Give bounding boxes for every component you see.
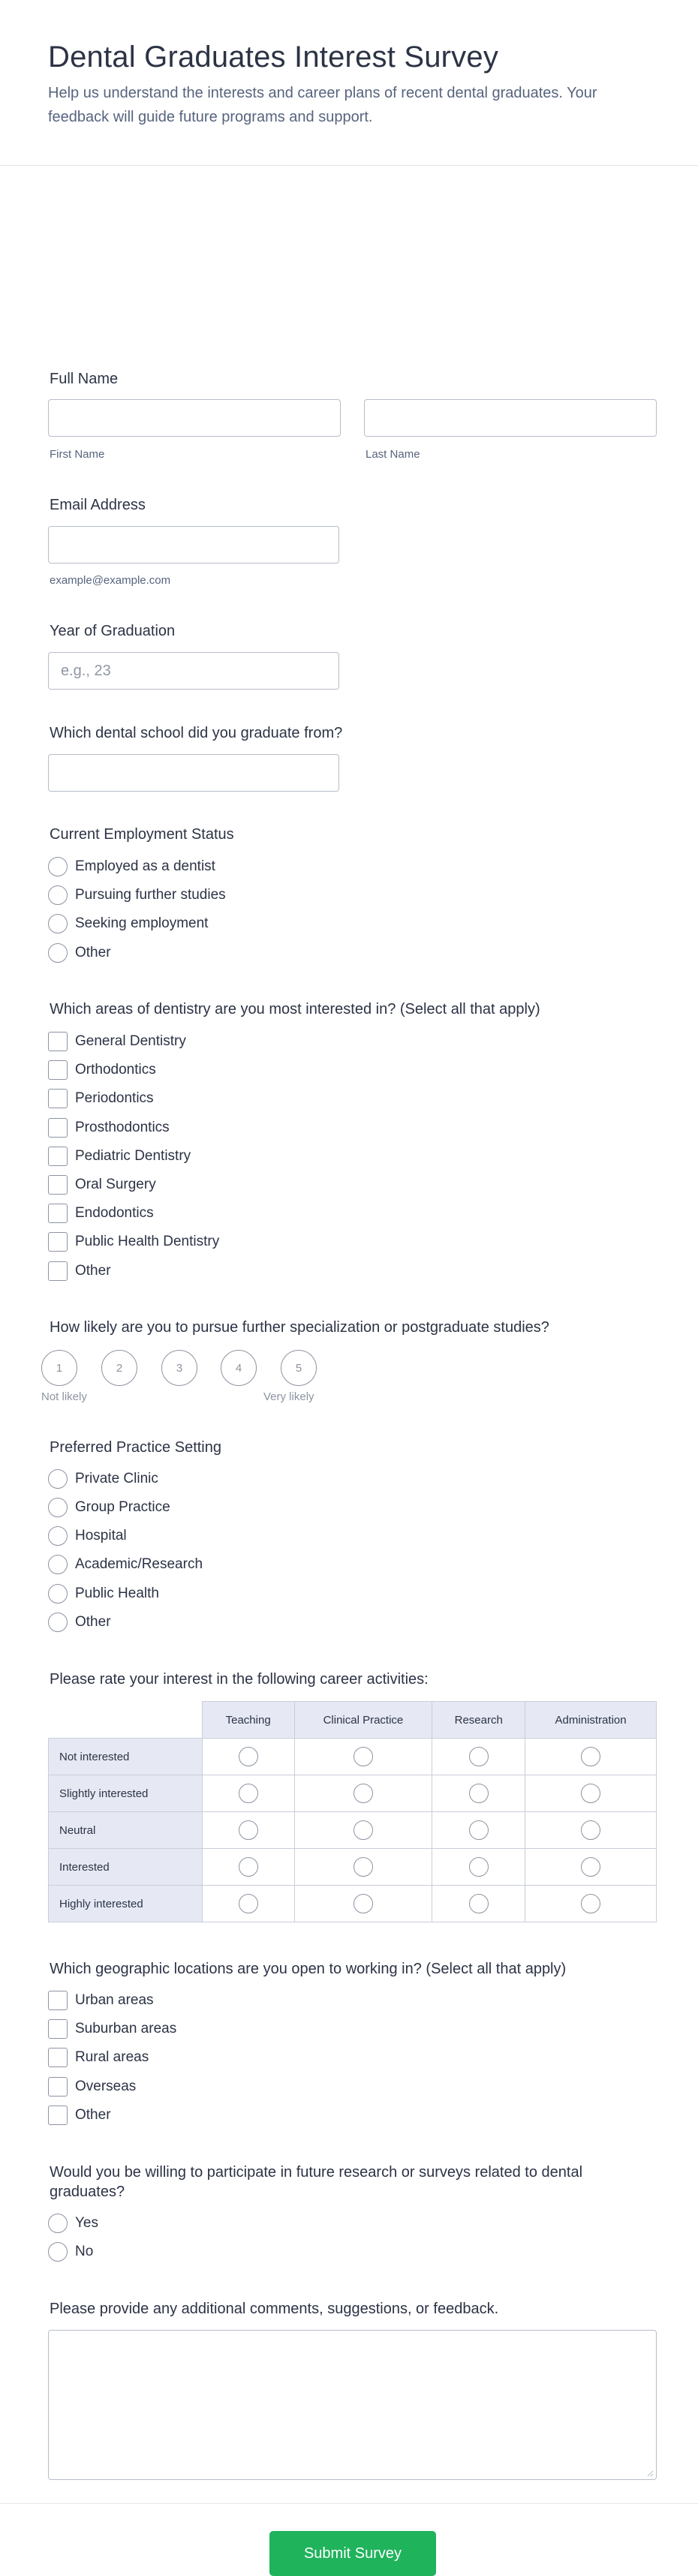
radio-button[interactable] — [48, 885, 68, 905]
checkbox[interactable] — [48, 1147, 68, 1166]
matrix-radio[interactable] — [239, 1820, 258, 1840]
checkbox[interactable] — [48, 1261, 68, 1281]
matrix-corner — [49, 1702, 203, 1739]
page-description: Help us understand the interests and career plans of recent dental graduates. Your feedback will guide future programs and support. — [48, 85, 597, 125]
area-option[interactable]: Periodontics — [48, 1088, 154, 1109]
scale-high-label: Very likely — [263, 1390, 314, 1403]
scale-option-2[interactable]: 2 — [101, 1350, 137, 1386]
matrix-radio[interactable] — [239, 1857, 258, 1877]
research-label-line-2: graduates? — [50, 2184, 125, 2200]
scale-low-label: Not likely — [41, 1390, 87, 1403]
research-participation-label — [50, 2163, 582, 2202]
matrix-radio[interactable] — [354, 1820, 373, 1840]
matrix-row-label: Interested — [49, 1849, 203, 1886]
practice-option[interactable]: Academic/Research — [48, 1554, 203, 1575]
matrix-radio[interactable] — [581, 1820, 600, 1840]
specialization-label: How likely are you to pursue further specialization or postgraduate studies? — [50, 1319, 549, 1336]
area-option[interactable]: General Dentistry — [48, 1031, 186, 1052]
radio-button[interactable] — [48, 1555, 68, 1574]
checkbox[interactable] — [48, 1118, 68, 1138]
career-activities-matrix — [48, 1701, 657, 1922]
graduation-year-input[interactable] — [48, 652, 339, 690]
dentistry-areas-label: Which areas of dentistry are you most interested in? (Select all that apply) — [50, 1001, 540, 1017]
matrix-row — [49, 1739, 657, 1775]
practice-option[interactable]: Private Clinic — [48, 1468, 158, 1489]
area-option[interactable]: Endodontics — [48, 1203, 154, 1224]
radio-button[interactable] — [48, 1498, 68, 1517]
matrix-row-label: Neutral — [49, 1812, 203, 1849]
area-option[interactable]: Prosthodontics — [48, 1117, 170, 1138]
locations-label: Which geographic locations are you open to working in? (Select all that apply) — [50, 1961, 567, 1977]
checkbox[interactable] — [48, 1991, 68, 2010]
scale-option-1[interactable]: 1 — [41, 1350, 77, 1386]
practice-option[interactable]: Other — [48, 1612, 111, 1633]
practice-option[interactable]: Public Health — [48, 1583, 159, 1604]
radio-button[interactable] — [48, 2242, 68, 2262]
location-option[interactable]: Other — [48, 2105, 111, 2126]
full-name-label: Full Name — [50, 371, 119, 387]
matrix-row — [49, 1775, 657, 1812]
employment-option[interactable]: Employed as a dentist — [48, 856, 215, 877]
radio-button[interactable] — [48, 943, 68, 963]
matrix-row-label: Highly interested — [49, 1886, 203, 1922]
resize-grip-icon[interactable] — [646, 2469, 654, 2477]
graduation-year-placeholder: e.g., 23 — [61, 663, 111, 679]
radio-button[interactable] — [48, 1613, 68, 1632]
location-option[interactable]: Overseas — [48, 2076, 136, 2097]
first-name-sublabel: First Name — [50, 448, 105, 461]
practice-option[interactable]: Hospital — [48, 1525, 127, 1547]
matrix-radio[interactable] — [354, 1784, 373, 1803]
radio-button[interactable] — [48, 1469, 68, 1489]
matrix-radio[interactable] — [581, 1857, 600, 1877]
matrix-row — [49, 1886, 657, 1922]
matrix-radio[interactable] — [581, 1784, 600, 1803]
matrix-radio[interactable] — [239, 1894, 258, 1913]
page-title: Dental Graduates Interest Survey — [48, 41, 499, 74]
matrix-radio[interactable] — [469, 1894, 489, 1913]
email-label: Email Address — [50, 497, 146, 513]
checkbox[interactable] — [48, 1175, 68, 1195]
scale-option-4[interactable]: 4 — [221, 1350, 257, 1386]
radio-button[interactable] — [48, 1584, 68, 1604]
last-name-input[interactable] — [364, 399, 657, 437]
matrix-radio[interactable] — [469, 1784, 489, 1803]
last-name-sublabel: Last Name — [366, 448, 420, 461]
radio-button[interactable] — [48, 2214, 68, 2233]
dental-school-label: Which dental school did you graduate from? — [50, 725, 343, 741]
matrix-radio[interactable] — [239, 1747, 258, 1766]
matrix-column-header: Research — [432, 1702, 525, 1739]
matrix-row-label: Not interested — [49, 1739, 203, 1775]
matrix-radio[interactable] — [469, 1820, 489, 1840]
research-option-yes[interactable]: Yes — [48, 2213, 98, 2234]
matrix-radio[interactable] — [354, 1747, 373, 1766]
radio-button[interactable] — [48, 857, 68, 876]
employment-status-label: Current Employment Status — [50, 826, 234, 843]
matrix-radio[interactable] — [239, 1784, 258, 1803]
checkbox[interactable] — [48, 2106, 68, 2125]
research-option-no[interactable]: No — [48, 2241, 93, 2262]
submit-button[interactable]: Submit Survey — [269, 2531, 436, 2576]
matrix-row — [49, 1849, 657, 1886]
practice-option[interactable]: Group Practice — [48, 1497, 170, 1518]
comments-label: Please provide any additional comments, suggestions, or feedback. — [50, 2301, 499, 2317]
scale-option-5[interactable]: 5 — [281, 1350, 317, 1386]
career-activities-label: Please rate your interest in the following career activities: — [50, 1671, 429, 1688]
location-option[interactable]: Urban areas — [48, 1990, 154, 2011]
matrix-radio[interactable] — [581, 1747, 600, 1766]
scale-option-3[interactable]: 3 — [161, 1350, 197, 1386]
matrix-row-label: Slightly interested — [49, 1775, 203, 1812]
employment-option[interactable]: Pursuing further studies — [48, 885, 226, 906]
matrix-radio[interactable] — [581, 1894, 600, 1913]
practice-setting-label: Preferred Practice Setting — [50, 1439, 221, 1456]
matrix-radio[interactable] — [354, 1894, 373, 1913]
checkbox[interactable] — [48, 2077, 68, 2097]
radio-button[interactable] — [48, 914, 68, 933]
email-input[interactable] — [48, 526, 339, 564]
employment-option[interactable]: Other — [48, 942, 111, 963]
location-option[interactable]: Suburban areas — [48, 2018, 176, 2039]
graduation-year-label: Year of Graduation — [50, 623, 176, 639]
employment-option[interactable]: Seeking employment — [48, 913, 208, 934]
checkbox[interactable] — [48, 1204, 68, 1223]
area-option[interactable]: Other — [48, 1261, 111, 1282]
matrix-column-header: Clinical Practice — [294, 1702, 432, 1739]
matrix-radio[interactable] — [469, 1747, 489, 1766]
area-option[interactable]: Pediatric Dentistry — [48, 1146, 191, 1167]
matrix-radio[interactable] — [354, 1857, 373, 1877]
radio-button[interactable] — [48, 1526, 68, 1546]
dental-school-input[interactable] — [48, 754, 339, 792]
location-option[interactable]: Rural areas — [48, 2047, 149, 2068]
first-name-input[interactable] — [48, 399, 341, 437]
form-header — [0, 0, 698, 166]
matrix-column-header: Administration — [525, 1702, 657, 1739]
matrix-radio[interactable] — [469, 1857, 489, 1877]
comments-textarea[interactable] — [48, 2330, 657, 2480]
footer-divider — [0, 2503, 698, 2504]
matrix-column-header: Teaching — [202, 1702, 294, 1739]
email-sublabel: example@example.com — [50, 574, 171, 587]
checkbox[interactable] — [48, 1060, 68, 1080]
area-option[interactable]: Public Health Dentistry — [48, 1231, 219, 1252]
checkbox[interactable] — [48, 1232, 68, 1252]
matrix-row — [49, 1812, 657, 1849]
checkbox[interactable] — [48, 1089, 68, 1108]
area-option[interactable]: Orthodontics — [48, 1060, 156, 1081]
checkbox[interactable] — [48, 2019, 68, 2039]
research-label-line-1: Would you be willing to participate in future research or surveys related to dental — [50, 2164, 583, 2181]
checkbox[interactable] — [48, 1032, 68, 1051]
area-option[interactable]: Oral Surgery — [48, 1174, 156, 1195]
checkbox[interactable] — [48, 2048, 68, 2067]
